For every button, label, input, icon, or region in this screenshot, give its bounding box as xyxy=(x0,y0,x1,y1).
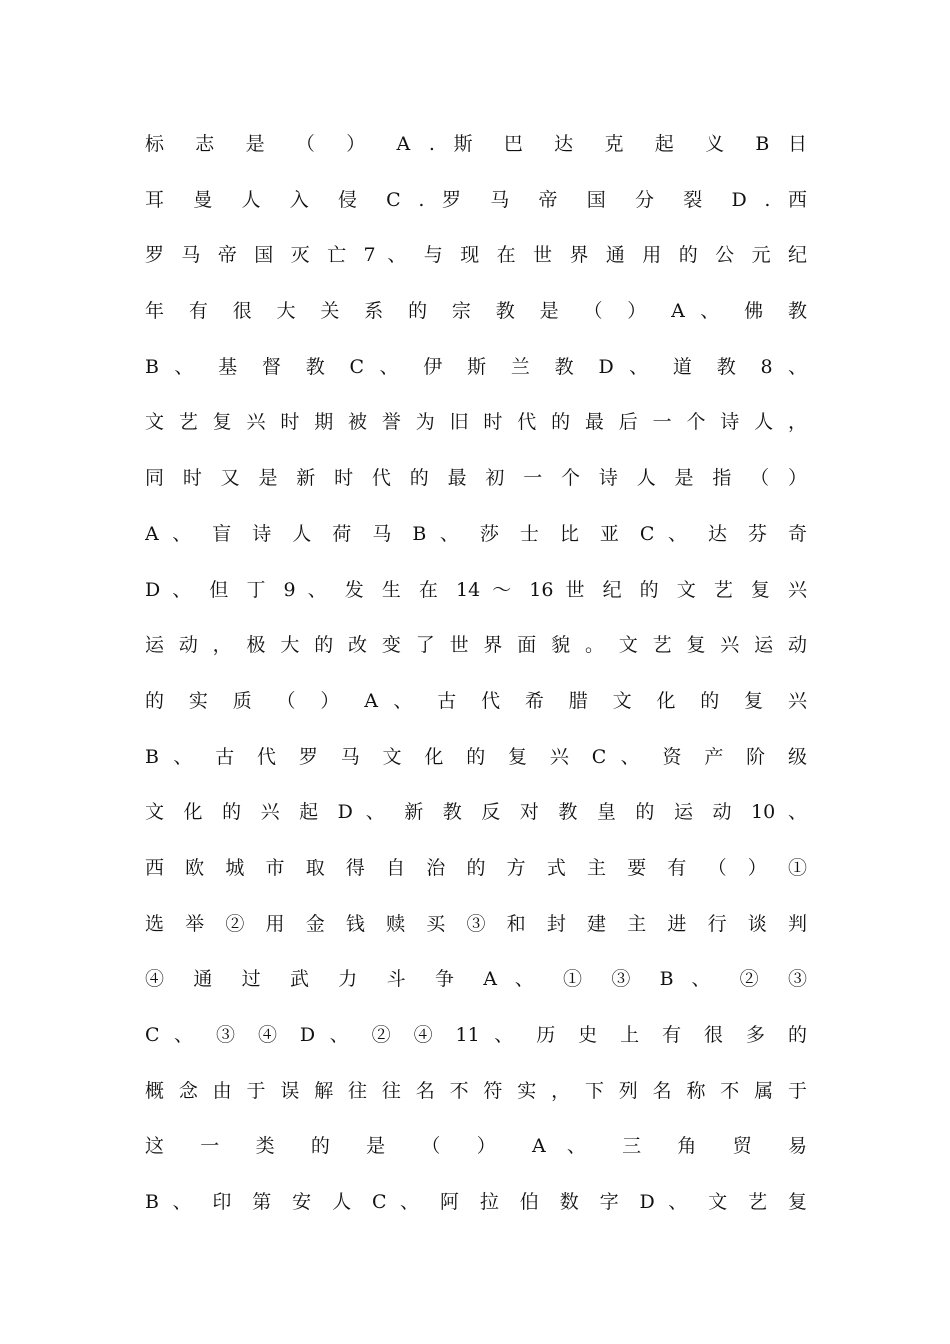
text-line: A 、 盲 诗 人 荷 马 B 、 莎 士 比 亚 C 、 达 芬 奇 xyxy=(145,522,807,545)
text-line: 西 欧 城 市 取 得 自 治 的 方 式 主 要 有 （ ） ① xyxy=(145,856,807,879)
text-line: 标 志 是 （ ） A . 斯 巴 达 克 起 义 B 日 xyxy=(145,133,807,155)
text-line: 运 动 ， 极 大 的 改 变 了 世 界 面 貌 。 文 艺 复 兴 运 动 xyxy=(145,634,807,657)
text-line: 概 念 由 于 误 解 往 往 名 不 符 实 ， 下 列 名 称 不 属 于 xyxy=(145,1079,807,1102)
text-line: 这 一 类 的 是 （ ） A 、 三 角 贸 易 xyxy=(145,1135,807,1158)
text-line: 年 有 很 大 关 系 的 宗 教 是 （ ） A 、 佛 教 xyxy=(145,300,807,323)
text-line: 耳 曼 人 入 侵 C . 罗 马 帝 国 分 裂 D . 西 xyxy=(145,188,807,211)
text-line: 罗 马 帝 国 灭 亡 7 、 与 现 在 世 界 通 用 的 公 元 纪 xyxy=(145,244,807,267)
text-line: 的 实 质 （ ） A 、 古 代 希 腊 文 化 的 复 兴 xyxy=(145,689,807,712)
text-line: D 、 但 丁 9 、 发 生 在 14 ～ 16 世 纪 的 文 艺 复 兴 xyxy=(145,578,807,601)
text-line: B 、 印 第 安 人 C 、 阿 拉 伯 数 字 D 、 文 艺 复 xyxy=(145,1191,807,1214)
text-line: 选 举 ② 用 金 钱 赎 买 ③ 和 封 建 主 进 行 谈 判 xyxy=(145,912,807,935)
text-line: ④ 通 过 武 力 斗 争 A 、 ① ③ B 、 ② ③ xyxy=(145,968,807,991)
text-line: 同 时 又 是 新 时 代 的 最 初 一 个 诗 人 是 指 （ ） xyxy=(145,467,807,490)
text-line: 文 艺 复 兴 时 期 被 誉 为 旧 时 代 的 最 后 一 个 诗 人 ， xyxy=(145,411,807,434)
text-line: 文 化 的 兴 起 D 、 新 教 反 对 教 皇 的 运 动 10 、 xyxy=(145,801,807,824)
exam-question-text xyxy=(145,117,807,1231)
text-line: C 、 ③ ④ D 、 ② ④ 11 、 历 史 上 有 很 多 的 xyxy=(145,1024,807,1046)
text-line: B 、 基 督 教 C 、 伊 斯 兰 教 D 、 道 教 8 、 xyxy=(145,355,807,378)
text-line: B 、 古 代 罗 马 文 化 的 复 兴 C 、 资 产 阶 级 xyxy=(145,745,807,768)
